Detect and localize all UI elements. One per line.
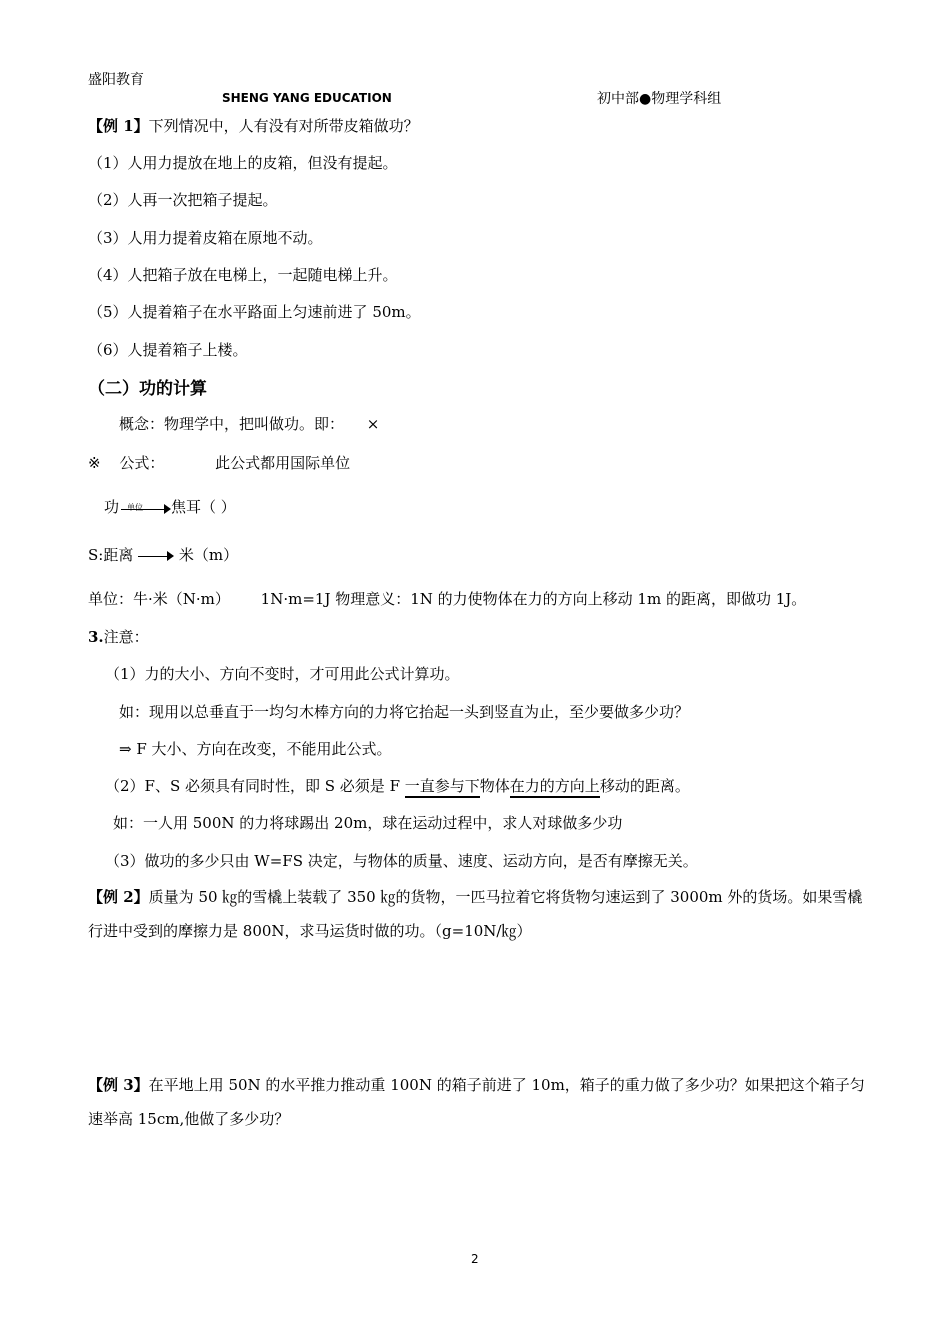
formula-label: 公式：	[119, 454, 165, 472]
department: 初中部●物理学科组	[597, 91, 722, 107]
note-2-mid: 物体	[479, 777, 510, 795]
unit-def-b: 1N·m=1J 物理意义：1N 的力使物体在力的方向上移动 1m 的距离，即做功 1J。	[260, 590, 807, 608]
note-1: （1）力的大小、方向不变时，才可用此公式计算功。	[105, 665, 460, 683]
formula-note: 此公式都用国际单位	[215, 454, 351, 472]
formula-mark: ※	[88, 454, 101, 472]
notes-title: 注意：	[103, 628, 149, 646]
concept-text: 概念：物理学中，把叫做功。即：	[119, 415, 345, 433]
example3	[88, 1068, 868, 1136]
page-number: 2	[471, 1252, 479, 1266]
example1-tag: 【例 1】	[88, 117, 149, 135]
example1-item-1: （1）人用力提放在地上的皮箱，但没有提起。	[88, 154, 398, 172]
note-2-post: 移动的距离。	[599, 777, 690, 795]
distance-unit-line	[88, 545, 238, 565]
note-1-conclusion-line	[119, 739, 392, 759]
example1-item-4: （4）人把箱子放在电梯上，一起随电梯上升。	[88, 266, 398, 284]
note-2-underline-1: 一直参与下	[405, 777, 480, 798]
example3-text: 在平地上用 50N 的水平推力推动重 100N 的箱子前进了 10m，箱子的重力做了多少功？如果把这个箱子匀速举高 15cm,他做了多少功？	[88, 1076, 865, 1128]
example1-item-3: （3）人用力提着皮箱在原地不动。	[88, 229, 323, 247]
note-2-pre: （2）F、S 必须具有同时性，即 S 必须是 F	[105, 777, 405, 795]
note-2-example: 如：一人用 500N 的力将球踢出 20m，球在运动过程中，求人对球做多少功	[113, 814, 623, 832]
concept-mark: ×	[366, 415, 380, 433]
implies-icon: ⇒	[119, 740, 132, 758]
example2	[88, 880, 868, 948]
org-name-en: SHENG YANG EDUCATION	[222, 91, 392, 105]
section-title: （二）功的计算	[88, 379, 207, 399]
example2-text: 质量为 50 ㎏的雪橇上装载了 350 ㎏的货物，一匹马拉着它将货物匀速运到了 3000m 外的货场。如果雪橇行进中受到的摩擦力是 800N，求马运货时做的功。（g=10N/㎏）	[88, 888, 863, 940]
unit-arrow-label: 单位	[127, 503, 144, 512]
work-unit-line	[104, 497, 236, 517]
org-name: 盛阳教育	[88, 72, 144, 88]
note-1-example: 如：现用以总垂直于一均匀木棒方向的力将它抬起一头到竖直为止，至少要做多少功？	[119, 703, 690, 721]
note-2-underline-2: 在力的方向上	[510, 777, 600, 798]
note-2	[105, 776, 690, 796]
unit-def-a: 单位：牛·米（N·m）	[88, 590, 230, 608]
note-1-conclusion: F 大小、方向在改变，不能用此公式。	[136, 740, 392, 758]
example3-tag: 【例 3】	[88, 1076, 149, 1094]
example1-item-6: （6）人提着箱子上楼。	[88, 341, 248, 359]
distance-arrow-icon	[138, 549, 174, 563]
example1-item-5: （5）人提着箱子在水平路面上匀速前进了 50m。	[88, 303, 421, 321]
formula-line	[88, 453, 350, 473]
distance-unit: 米（m）	[178, 546, 239, 564]
concept-line	[119, 414, 379, 434]
example2-tag: 【例 2】	[88, 888, 149, 906]
example1-heading	[88, 116, 419, 136]
notes-heading	[88, 627, 149, 647]
notes-number: 3.	[88, 628, 104, 646]
unit-arrow-icon	[119, 500, 171, 516]
example1-item-2: （2）人再一次把箱子提起。	[88, 191, 278, 209]
unit-definition-line	[88, 589, 806, 609]
note-3: （3）做功的多少只由 W=FS 决定，与物体的质量、速度、运动方向，是否有摩擦无关。	[105, 852, 698, 870]
example1-question: 下列情况中，人有没有对所带皮箱做功？	[148, 117, 419, 135]
work-unit: 焦耳（ ）	[171, 498, 236, 516]
distance-label: S:距离	[88, 546, 134, 564]
work-label: 功	[104, 498, 120, 516]
